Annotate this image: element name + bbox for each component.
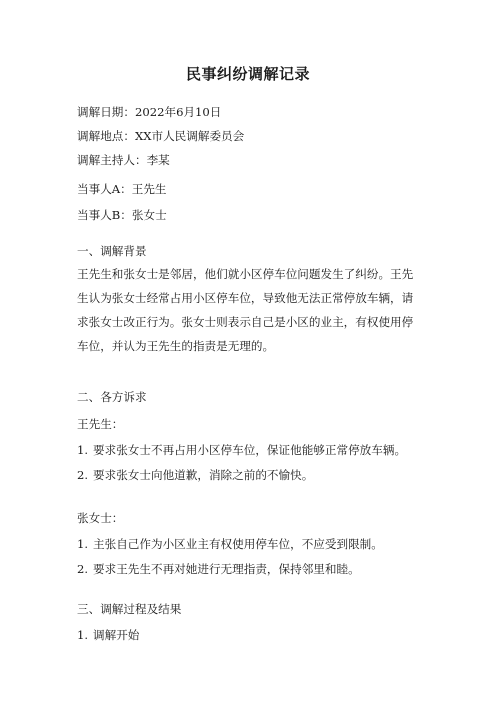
party-a-claims-label: 王先生： <box>77 417 124 431</box>
background-paragraph <box>77 262 421 358</box>
background-line: 王先生和张女士是邻居，他们就小区停车位问题发生了纠纷。王先 <box>77 267 414 281</box>
list-number: 1. <box>77 443 89 457</box>
party-b: 当事人B：张女士 <box>77 208 167 222</box>
party-a: 当事人A：王先生 <box>77 182 167 196</box>
mediation-date: 调解日期：2022年6月10日 <box>77 105 222 119</box>
mediation-host: 调解主持人：李某 <box>77 153 170 167</box>
background-line: 生认为张女士经常占用小区停车位，导致他无法正常停放车辆，请 <box>77 291 414 305</box>
section-background-heading: 一、调解背景 <box>77 244 147 258</box>
background-line: 求张女士改正行为。张女士则表示自己是小区的业主，有权使用停 <box>77 315 414 329</box>
list-item-text: 调解开始 <box>93 628 140 642</box>
list-number: 1. <box>77 537 89 551</box>
list-number: 2. <box>77 562 89 576</box>
list-number: 2. <box>77 468 89 482</box>
list-item-text: 要求王先生不再对她进行无理指责，保持邻里和睦。 <box>93 562 360 576</box>
section-claims-heading: 二、各方诉求 <box>77 390 147 404</box>
party-b-claim-item <box>77 561 360 577</box>
list-item-text: 要求张女士不再占用小区停车位，保证他能够正常停放车辆。 <box>93 443 407 457</box>
party-a-claim-item <box>77 442 406 458</box>
mediation-place: 调解地点：XX市人民调解委员会 <box>77 129 245 143</box>
list-number: 1. <box>77 628 89 642</box>
party-a-claim-item <box>77 467 313 483</box>
background-line: 车位，并认为王先生的指责是无理的。 <box>77 339 275 353</box>
list-item-text: 要求张女士向他道歉，消除之前的不愉快。 <box>93 468 314 482</box>
list-item-text: 主张自己作为小区业主有权使用停车位，不应受到限制。 <box>93 537 383 551</box>
party-b-claims-label: 张女士： <box>77 511 124 525</box>
section-process-heading: 三、调解过程及结果 <box>77 602 182 616</box>
process-item <box>77 627 139 643</box>
document-title: 民事纠纷调解记录 <box>185 65 310 83</box>
party-b-claim-item <box>77 536 383 552</box>
